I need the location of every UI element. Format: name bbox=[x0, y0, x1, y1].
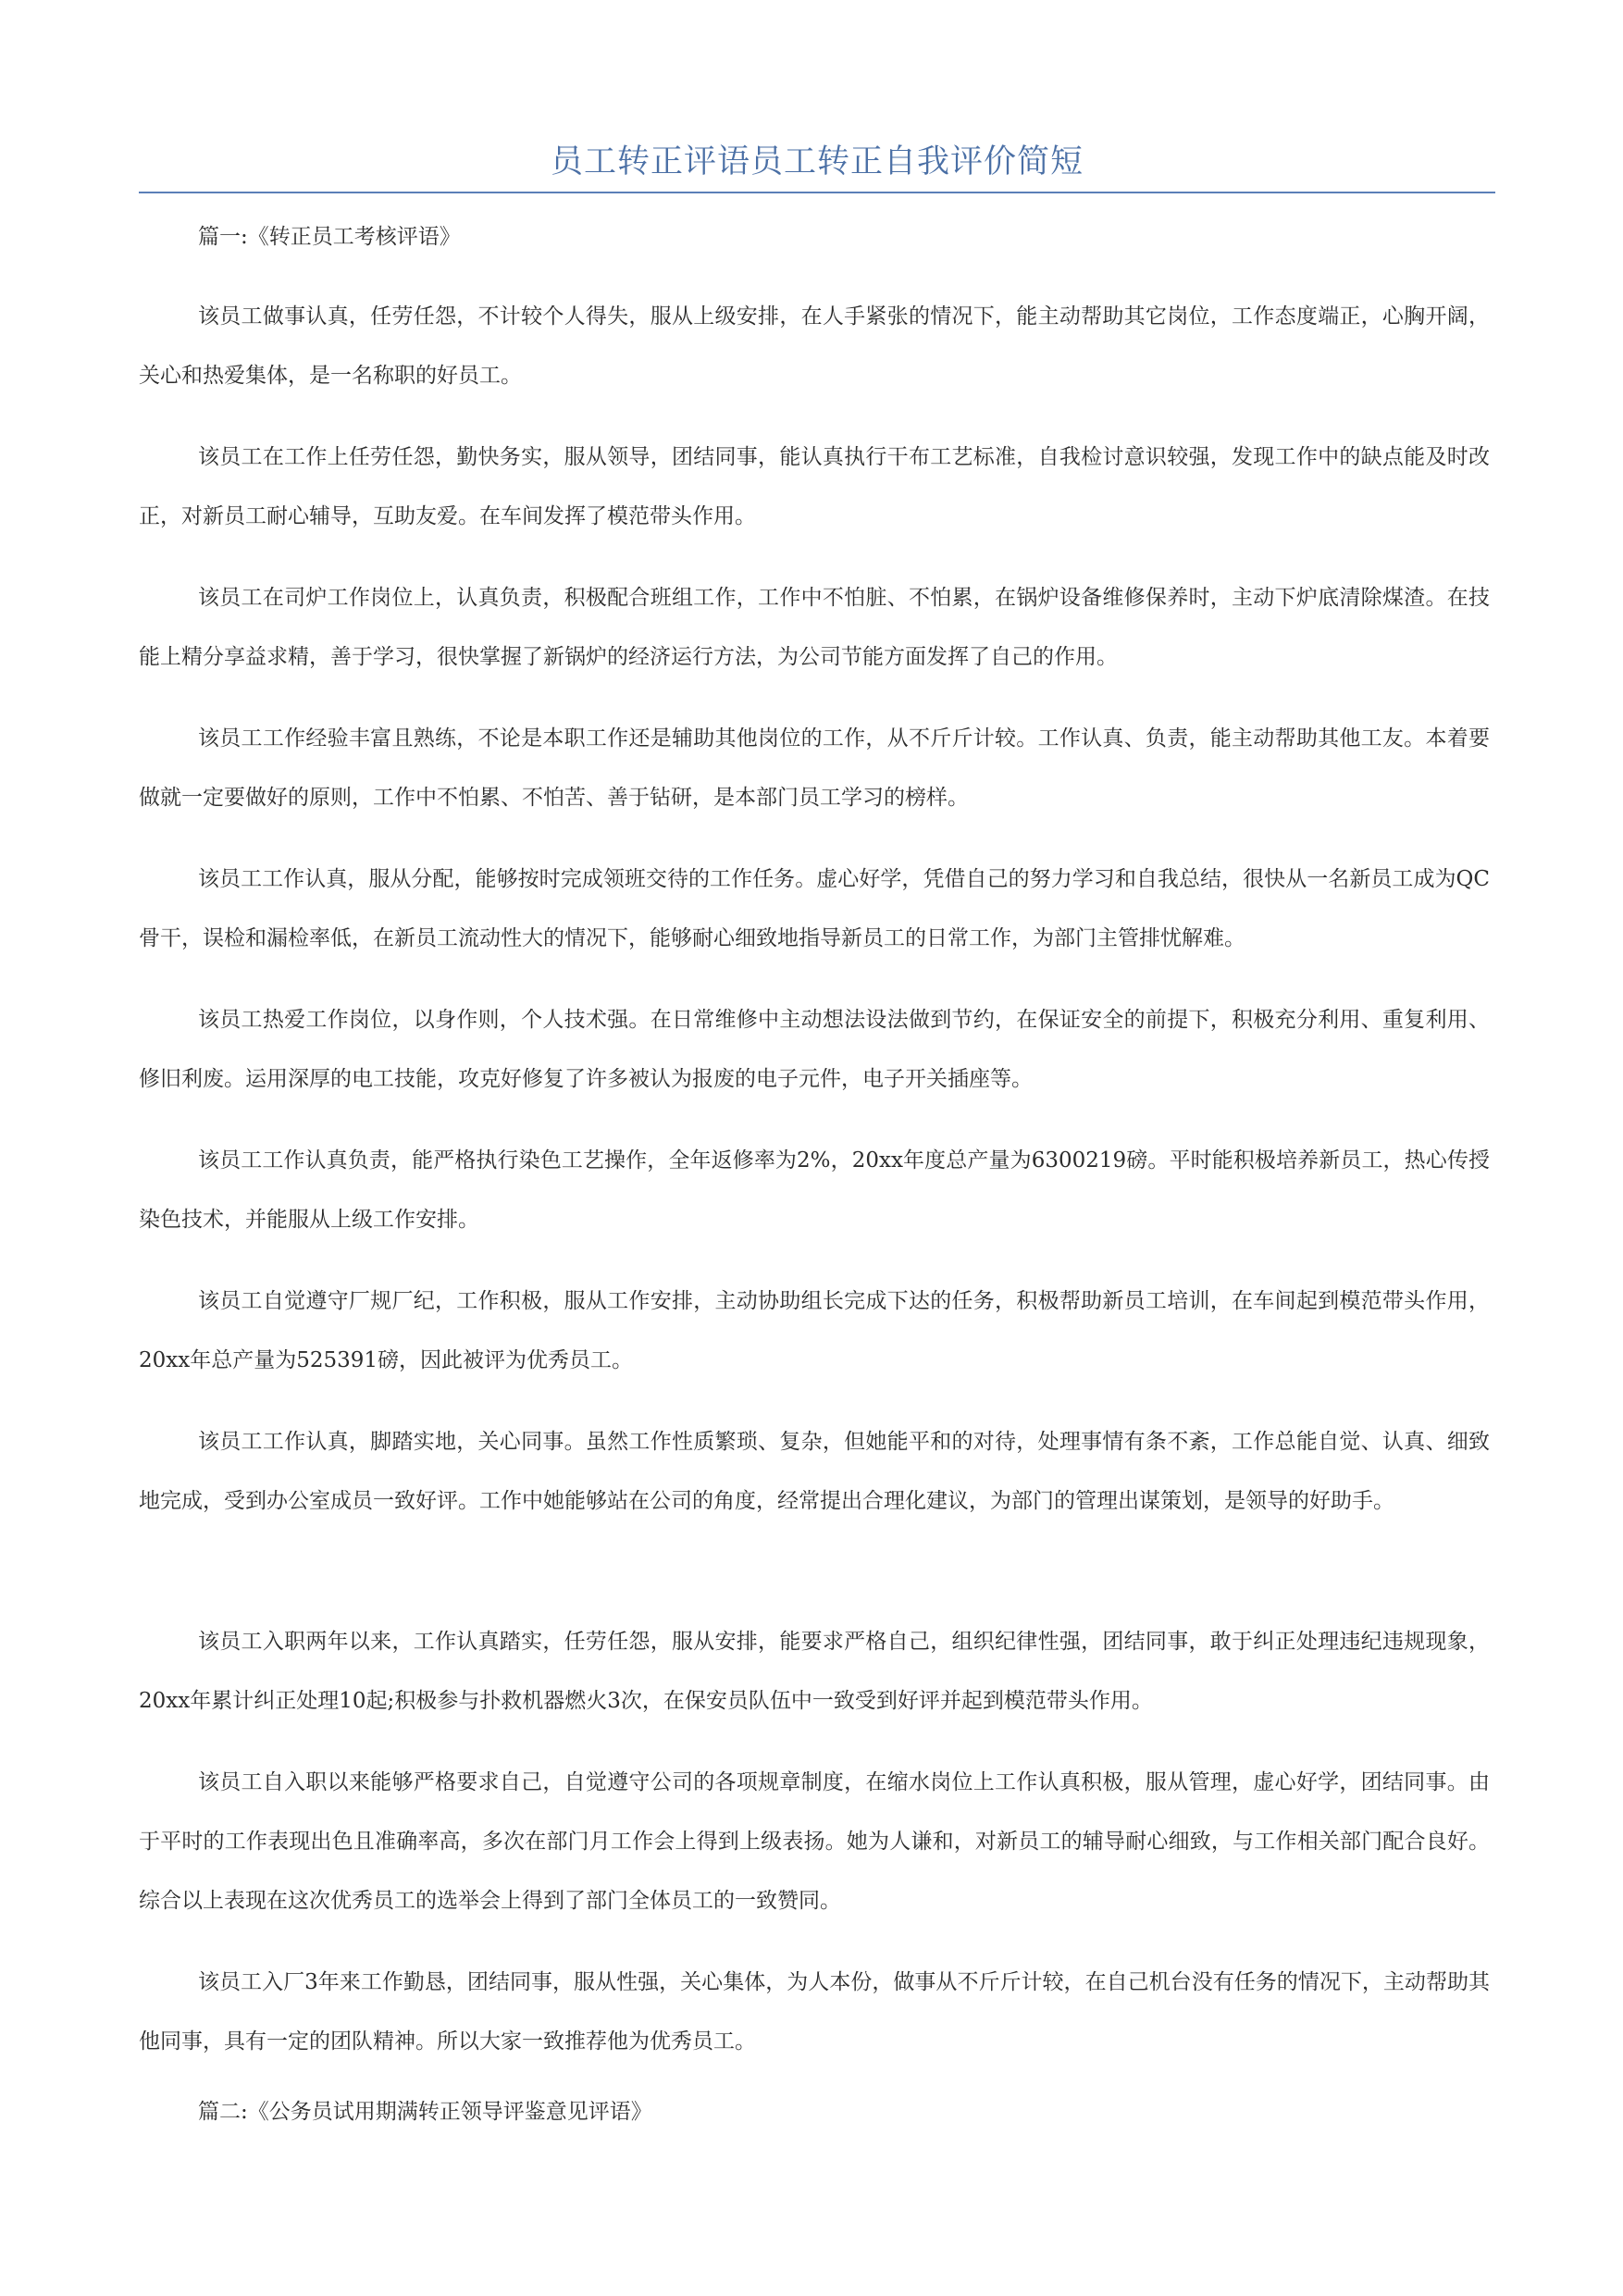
paragraph-1: 该员工做事认真，任劳任怨，不计较个人得失，服从上级安排，在人手紧张的情况下，能主动帮助其它岗位，工作态度端正，心胸开阔，关心和热爱集体，是一名称职的好员工。 bbox=[139, 304, 1490, 388]
paragraph-6: 该员工热爱工作岗位，以身作则，个人技术强。在日常维修中主动想法设法做到节约，在保证安全的前提下，积极充分利用、重复利用、修旧利废。运用深厚的电工技能，攻克好修复了许多被认为报废的电子元件，电子开关插座等。 bbox=[139, 1008, 1490, 1091]
paragraph-7: 该员工工作认真负责，能严格执行染色工艺操作，全年返修率为2%，20xx年度总产量为6300219磅。平时能积极培养新员工，热心传授染色技术，并能服从上级工作安排。 bbox=[139, 1148, 1490, 1232]
paragraph-11: 该员工自入职以来能够严格要求自己，自觉遵守公司的各项规章制度，在缩水岗位上工作认真积极，服从管理，虚心好学，团结同事。由于平时的工作表现出色且准确率高，多次在部门月工作会上得到上级表扬。她为人谦和，对新员工的辅导耐心细致，与工作相关部门配合良好。综合以上表现在这次优秀员工的选举会上得到了部门全体员工的一致赞同。 bbox=[139, 1770, 1490, 1913]
page-title: 员工转正评语员工转正自我评价简短 bbox=[550, 143, 1084, 180]
paragraph-9: 该员工工作认真，脚踏实地，关心同事。虽然工作性质繁琐、复杂，但她能平和的对待，处理事情有条不紊，工作总能自觉、认真、细致地完成，受到办公室成员一致好评。工作中她能够站在公司的角度，经常提出合理化建议，为部门的管理出谋策划，是领导的好助手。 bbox=[139, 1430, 1490, 1513]
paragraph-10: 该员工入职两年以来，工作认真踏实，任劳任怨，服从安排，能要求严格自己，组织纪律性强，团结同事，敢于纠正处理违纪违规现象，20xx年累计纠正处理10起;积极参与扑救机器燃火3次，在保安员队伍中一致受到好评并起到模范带头作用。 bbox=[139, 1630, 1490, 1713]
paragraph-8: 该员工自觉遵守厂规厂纪，工作积极，服从工作安排，主动协助组长完成下达的任务，积极帮助新员工培训，在车间起到模范带头作用，20xx年总产量为525391磅，因此被评为优秀员工。 bbox=[139, 1289, 1490, 1372]
paragraph-2: 该员工在工作上任劳任怨，勤快务实，服从领导，团结同事，能认真执行干布工艺标准，自我检讨意识较强，发现工作中的缺点能及时改正，对新员工耐心辅导，互助友爱。在车间发挥了模范带头作用。 bbox=[139, 445, 1490, 528]
paragraph-3: 该员工在司炉工作岗位上，认真负责，积极配合班组工作，工作中不怕脏、不怕累，在锅炉设备维修保养时，主动下炉底清除煤渣。在技能上精分享益求精，善于学习，很快掌握了新锅炉的经济运行方法，为公司节能方面发挥了自己的作用。 bbox=[139, 586, 1490, 669]
section-heading-1: 篇一:《转正员工考核评语》 bbox=[198, 225, 461, 249]
section-heading-2: 篇二:《公务员试用期满转正领导评鉴意见评语》 bbox=[198, 2100, 652, 2124]
title-divider bbox=[139, 192, 1495, 193]
paragraph-5: 该员工工作认真，服从分配，能够按时完成领班交待的工作任务。虚心好学，凭借自己的努力学习和自我总结，很快从一名新员工成为QC骨干，误检和漏检率低，在新员工流动性大的情况下，能够耐心细致地指导新员工的日常工作，为部门主管排忧解难。 bbox=[139, 867, 1490, 950]
paragraph-12: 该员工入厂3年来工作勤恳，团结同事，服从性强，关心集体，为人本份，做事从不斤斤计较，在自己机台没有任务的情况下，主动帮助其他同事，具有一定的团队精神。所以大家一致推荐他为优秀员工。 bbox=[139, 1970, 1490, 2054]
paragraph-4: 该员工工作经验丰富且熟练，不论是本职工作还是辅助其他岗位的工作，从不斤斤计较。工作认真、负责，能主动帮助其他工友。本着要做就一定要做好的原则，工作中不怕累、不怕苦、善于钻研，是本部门员工学习的榜样。 bbox=[139, 726, 1490, 810]
